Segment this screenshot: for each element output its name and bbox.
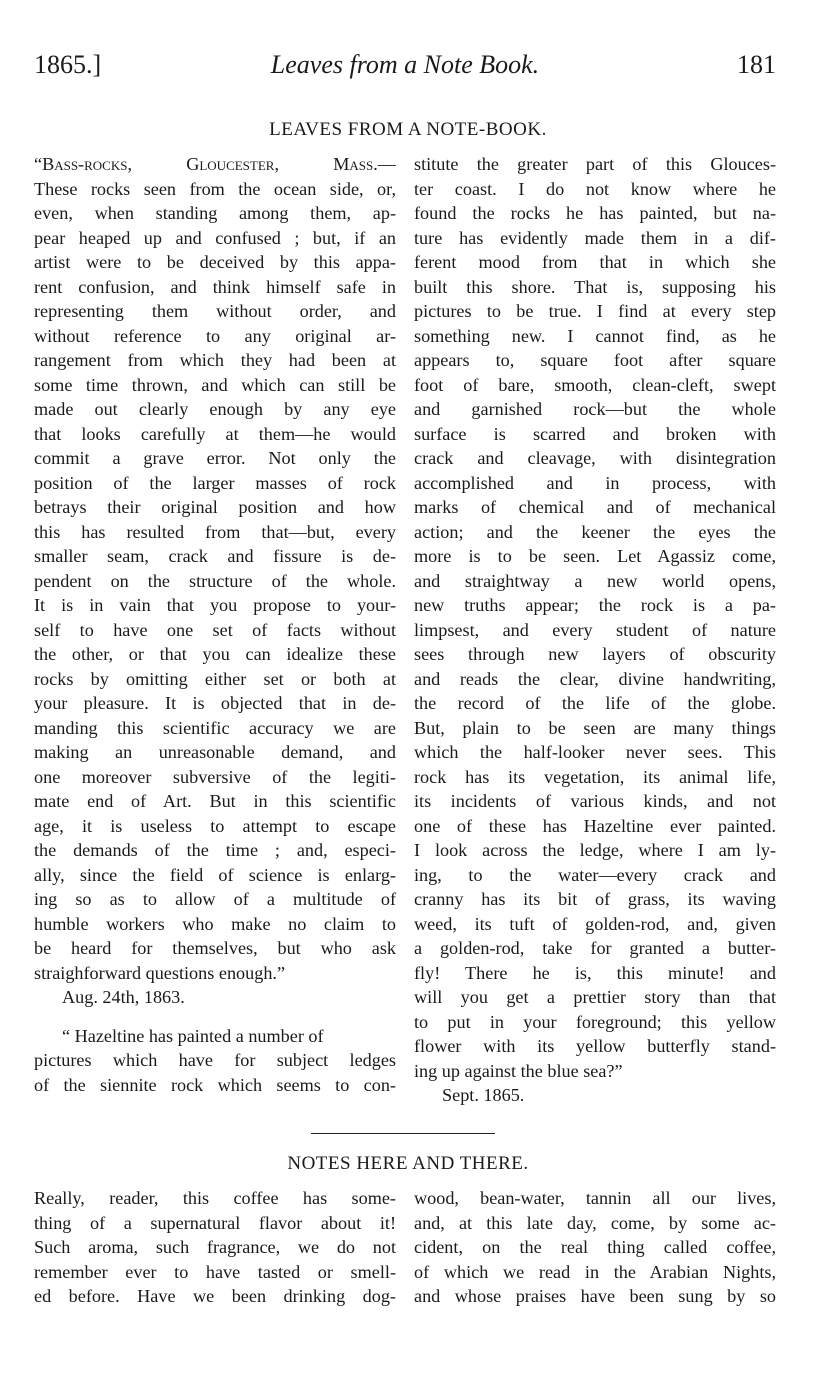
text-line: limpsest, and every student of nature <box>414 619 776 640</box>
text-line: self to have one set of facts without <box>34 619 396 640</box>
text-line: that looks carefully at them—he would <box>34 423 396 444</box>
text-line: its incidents of various kinds, and not <box>414 791 776 811</box>
text-line: weed, its tuft of golden-rod, and, given <box>414 913 776 934</box>
text-line: fly! There he is, this minute! and <box>414 962 776 983</box>
text-line: manding this scientific accuracy we are <box>34 717 396 738</box>
text-line: crack and cleavage, with disintegration <box>414 448 776 468</box>
text-line: These rocks seen from the ocean side, or, <box>34 178 396 199</box>
text-line: some time thrown, and which can still be <box>34 374 396 395</box>
text-line: accomplished and in process, with <box>414 472 776 493</box>
text-line: smaller seam, crack and fissure is de- <box>34 546 396 566</box>
text-line: cident, on the real thing called coffee, <box>414 1237 776 1257</box>
text-line: foot of bare, smooth, clean-cleft, swept <box>414 374 776 395</box>
text-line: rocks by omitting either set or both at <box>34 668 396 689</box>
article-title-notes: NOTES HERE AND THERE. <box>287 1153 529 1174</box>
text-line: ing, to the water—every crack and <box>414 864 776 885</box>
text-line: remember ever to have tasted or smell- <box>34 1261 396 1282</box>
text-line: to put in your foreground; this yellow <box>414 1011 776 1032</box>
text-line: ter coast. I do not know where he <box>414 178 776 199</box>
article2-left-column <box>34 1186 396 1309</box>
text-line: which the half-looker never sees. This <box>414 742 776 762</box>
text-line: the demands of the time ; and, especi- <box>34 840 396 860</box>
text-line: sees through new layers of obscurity <box>414 644 776 664</box>
running-head <box>34 50 776 84</box>
text-line: without reference to any original ar- <box>34 325 396 346</box>
text-line: “ Hazeltine has painted a number of <box>62 1025 324 1046</box>
text-line: marks of chemical and of mechanical <box>414 497 776 517</box>
text-line: of the siennite rock which seems to con- <box>34 1074 396 1095</box>
text-line: ferent mood from that in which she <box>414 252 776 272</box>
article1-right-column <box>414 152 776 1108</box>
text-line: cranny has its bit of grass, its waving <box>414 889 776 909</box>
running-head-title: Leaves from a Note Book. <box>270 50 540 79</box>
text-line: position of the larger masses of rock <box>34 472 396 493</box>
text-line: ture has evidently made them in a dif- <box>414 227 776 248</box>
text-line: and, at this late day, come, by some ac- <box>414 1212 776 1233</box>
text-line: ally, since the field of science is enlarg- <box>34 864 396 885</box>
text-line: stitute the greater part of this Glouces- <box>414 154 776 174</box>
text-line: new truths appear; the rock is a pa- <box>414 595 776 615</box>
text-line: more is to be seen. Let Agassiz come, <box>414 546 776 566</box>
text-line: It is in vain that you propose to your- <box>34 595 396 615</box>
text-line: “Bass-rocks, Gloucester, Mass.— <box>34 154 396 174</box>
text-line: one of these has Hazeltine ever painted. <box>414 815 776 836</box>
running-head-year: 1865.] <box>34 50 102 79</box>
text-line: wood, bean-water, tannin all our lives, <box>414 1188 776 1208</box>
text-line: Aug. 24th, 1863. <box>62 987 185 1007</box>
text-line: rent confusion, and think himself safe in <box>34 276 396 297</box>
text-line: ed before. Have we been drinking dog- <box>34 1286 396 1306</box>
text-line: and whose praises have been sung by so <box>414 1286 776 1306</box>
text-line: making an unreasonable demand, and <box>34 742 396 762</box>
text-line: the record of the life of the globe. <box>414 693 776 713</box>
text-line: one moreover subversive of the legiti- <box>34 766 396 787</box>
text-line: will you get a prettier story than that <box>414 987 776 1007</box>
text-line: betrays their original position and how <box>34 497 396 517</box>
text-line: pictures to be true. I find at every step <box>414 301 776 321</box>
text-line: Sept. 1865. <box>442 1085 525 1105</box>
text-line: this has resulted from that—but, every <box>34 521 396 542</box>
text-line: be heard for themselves, but who ask <box>34 938 396 958</box>
text-line: commit a grave error. Not only the <box>34 448 396 468</box>
text-line: of which we read in the Arabian Nights, <box>414 1261 776 1282</box>
text-line: straighforward questions enough.” <box>34 962 286 983</box>
text-line: ing so as to allow of a multitude of <box>34 889 396 909</box>
text-line: Such aroma, such fragrance, we do not <box>34 1237 396 1257</box>
text-line: humble workers who make no claim to <box>34 913 396 934</box>
text-line: representing them without order, and <box>34 301 396 321</box>
text-line: rock has its vegetation, its animal life, <box>414 766 776 787</box>
text-line: action; and the keener the eyes the <box>414 521 776 542</box>
text-line: pear heaped up and confused ; but, if an <box>34 227 396 248</box>
text-line: age, it is useless to attempt to escape <box>34 815 396 836</box>
text-line: and reads the clear, divine handwriting, <box>414 668 776 689</box>
text-line: your pleasure. It is objected that in de- <box>34 693 396 713</box>
article2-right-column <box>414 1186 776 1309</box>
text-line: and garnished rock—but the whole <box>414 399 776 419</box>
text-line: artist were to be deceived by this appa- <box>34 252 396 272</box>
article1-left-column <box>34 152 396 1097</box>
text-line: the other, or that you can idealize these <box>34 644 396 664</box>
text-line: mate end of Art. But in this scientific <box>34 791 396 811</box>
text-line: Really, reader, this coffee has some- <box>34 1188 396 1208</box>
text-line: pictures which have for subject ledges <box>34 1050 396 1070</box>
text-line: and straightway a new world opens, <box>414 570 776 591</box>
text-line: I look across the ledge, where I am ly- <box>414 840 776 860</box>
text-line: But, plain to be seen are many things <box>414 717 776 738</box>
text-line: surface is scarred and broken with <box>414 423 776 444</box>
text-line: appears to, square foot after square <box>414 350 776 370</box>
text-line: built this shore. That is, supposing his <box>414 276 776 297</box>
text-line: flower with its yellow butterfly stand- <box>414 1036 776 1056</box>
text-line: a golden-rod, take for granted a butter- <box>414 938 776 958</box>
text-line: ing up against the blue sea?” <box>414 1060 623 1081</box>
page-number: 181 <box>737 50 776 79</box>
text-line: made out clearly enough by any eye <box>34 399 396 419</box>
text-line: thing of a supernatural flavor about it! <box>34 1212 396 1233</box>
text-line: found the rocks he has painted, but na- <box>414 203 776 223</box>
text-line: something new. I cannot find, as he <box>414 325 776 346</box>
text-line: rangement from which they had been at <box>34 350 396 370</box>
section-divider <box>311 1133 495 1134</box>
text-line: pendent on the structure of the whole. <box>34 570 396 591</box>
article-title-leaves: LEAVES FROM A NOTE-BOOK. <box>269 119 547 140</box>
text-line: even, when standing among them, ap- <box>34 203 396 223</box>
